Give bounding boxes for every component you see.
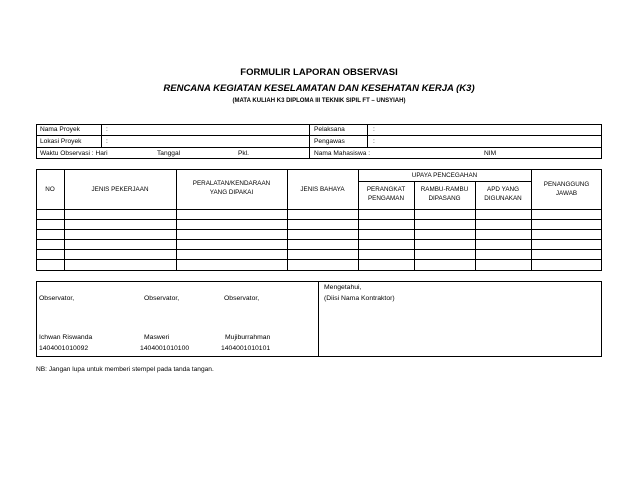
observator-1: Observator, — [39, 295, 75, 302]
col-penanggung-line2: JAWAB — [555, 189, 578, 197]
table-row — [36, 219, 602, 220]
kontraktor-label: (Diisi Nama Kontraktor) — [324, 295, 395, 302]
form-title: FORMULIR LAPORAN OBSERVASI — [240, 67, 398, 78]
table-row — [36, 239, 602, 240]
pelaksana-label: Pelaksana — [314, 126, 345, 133]
col-peralatan-line1: PERALATAN/KENDARAAN — [192, 180, 271, 187]
col-perangkat-line2: PENGAMAN — [367, 194, 405, 202]
mengetahui-label: Mengetahui, — [324, 284, 362, 291]
col-perangkat-line1: PERANGKAT — [366, 186, 406, 193]
lokasi-proyek-label: Lokasi Proyek — [40, 138, 82, 145]
col-apd-digunakan — [475, 186, 531, 203]
col-rambu-line2: DIPASANG — [428, 194, 461, 202]
col-jenis-bahaya: JENIS BAHAYA — [300, 186, 345, 193]
col-penanggung-line1: PENANGGUNG — [543, 181, 590, 188]
observer-2-nim: 1404001010100 — [140, 345, 190, 352]
table-row — [36, 249, 602, 250]
col-jenis-pekerjaan: JENIS PEKERJAAN — [91, 186, 149, 193]
col-no: NO — [45, 186, 55, 193]
table-row — [36, 229, 602, 230]
observer-1-name: Ichwan Riswanda — [39, 334, 93, 341]
nama-mahasiswa-label: Nama Mahasiswa : — [314, 150, 371, 157]
col-peralatan — [176, 180, 287, 197]
observer-3-name: Mujiburrahman — [225, 334, 271, 341]
col-rambu-line1: RAMBU-RAMBU — [420, 186, 469, 193]
col-penanggung-jawab — [531, 181, 602, 198]
pkl-label: Pkl. — [238, 150, 249, 157]
col-apd-line2: DIGUNAKAN — [484, 194, 522, 202]
col-peralatan-line2: YANG DIPAKAI — [209, 188, 254, 196]
table-header-bottom — [36, 209, 602, 210]
observator-3: Observator, — [224, 295, 260, 302]
observer-1-nim: 1404001010092 — [39, 345, 89, 352]
waktu-label: Waktu Observasi : Hari — [40, 150, 108, 157]
col-apd-line1: APD YANG — [487, 186, 519, 193]
lokasi-proyek-colon: : — [106, 138, 108, 145]
nama-proyek-colon: : — [106, 126, 108, 133]
pengawas-label: Pengawas — [314, 138, 345, 145]
course-label: (MATA KULIAH K3 DIPLOMA III TEKNIK SIPIL FT – UNSYIAH) — [232, 98, 406, 104]
nim-label: NIM — [484, 150, 497, 157]
col-rambu-dipasang — [414, 186, 475, 203]
observator-2: Observator, — [144, 295, 180, 302]
signature-box — [36, 281, 602, 357]
pelaksana-colon: : — [373, 126, 375, 133]
stamp-note: NB: Jangan lupa untuk memberi stempel pada tanda tangan. — [36, 366, 214, 373]
observer-2-name: Masweri — [144, 334, 170, 341]
nama-proyek-label: Nama Proyek — [40, 126, 80, 133]
tanggal-label: Tanggal — [157, 150, 181, 157]
col-upaya-pencegahan: UPAYA PENCEGAHAN — [411, 172, 478, 179]
pengawas-colon: : — [373, 138, 375, 145]
observer-3-nim: 1404001010101 — [221, 345, 271, 352]
observation-table — [36, 169, 602, 271]
col-perangkat-pengaman — [358, 186, 414, 203]
table-row — [36, 259, 602, 260]
form-subtitle: RENCANA KEGIATAN KESELAMATAN DAN KESEHATAN KERJA (K3) — [163, 83, 475, 94]
